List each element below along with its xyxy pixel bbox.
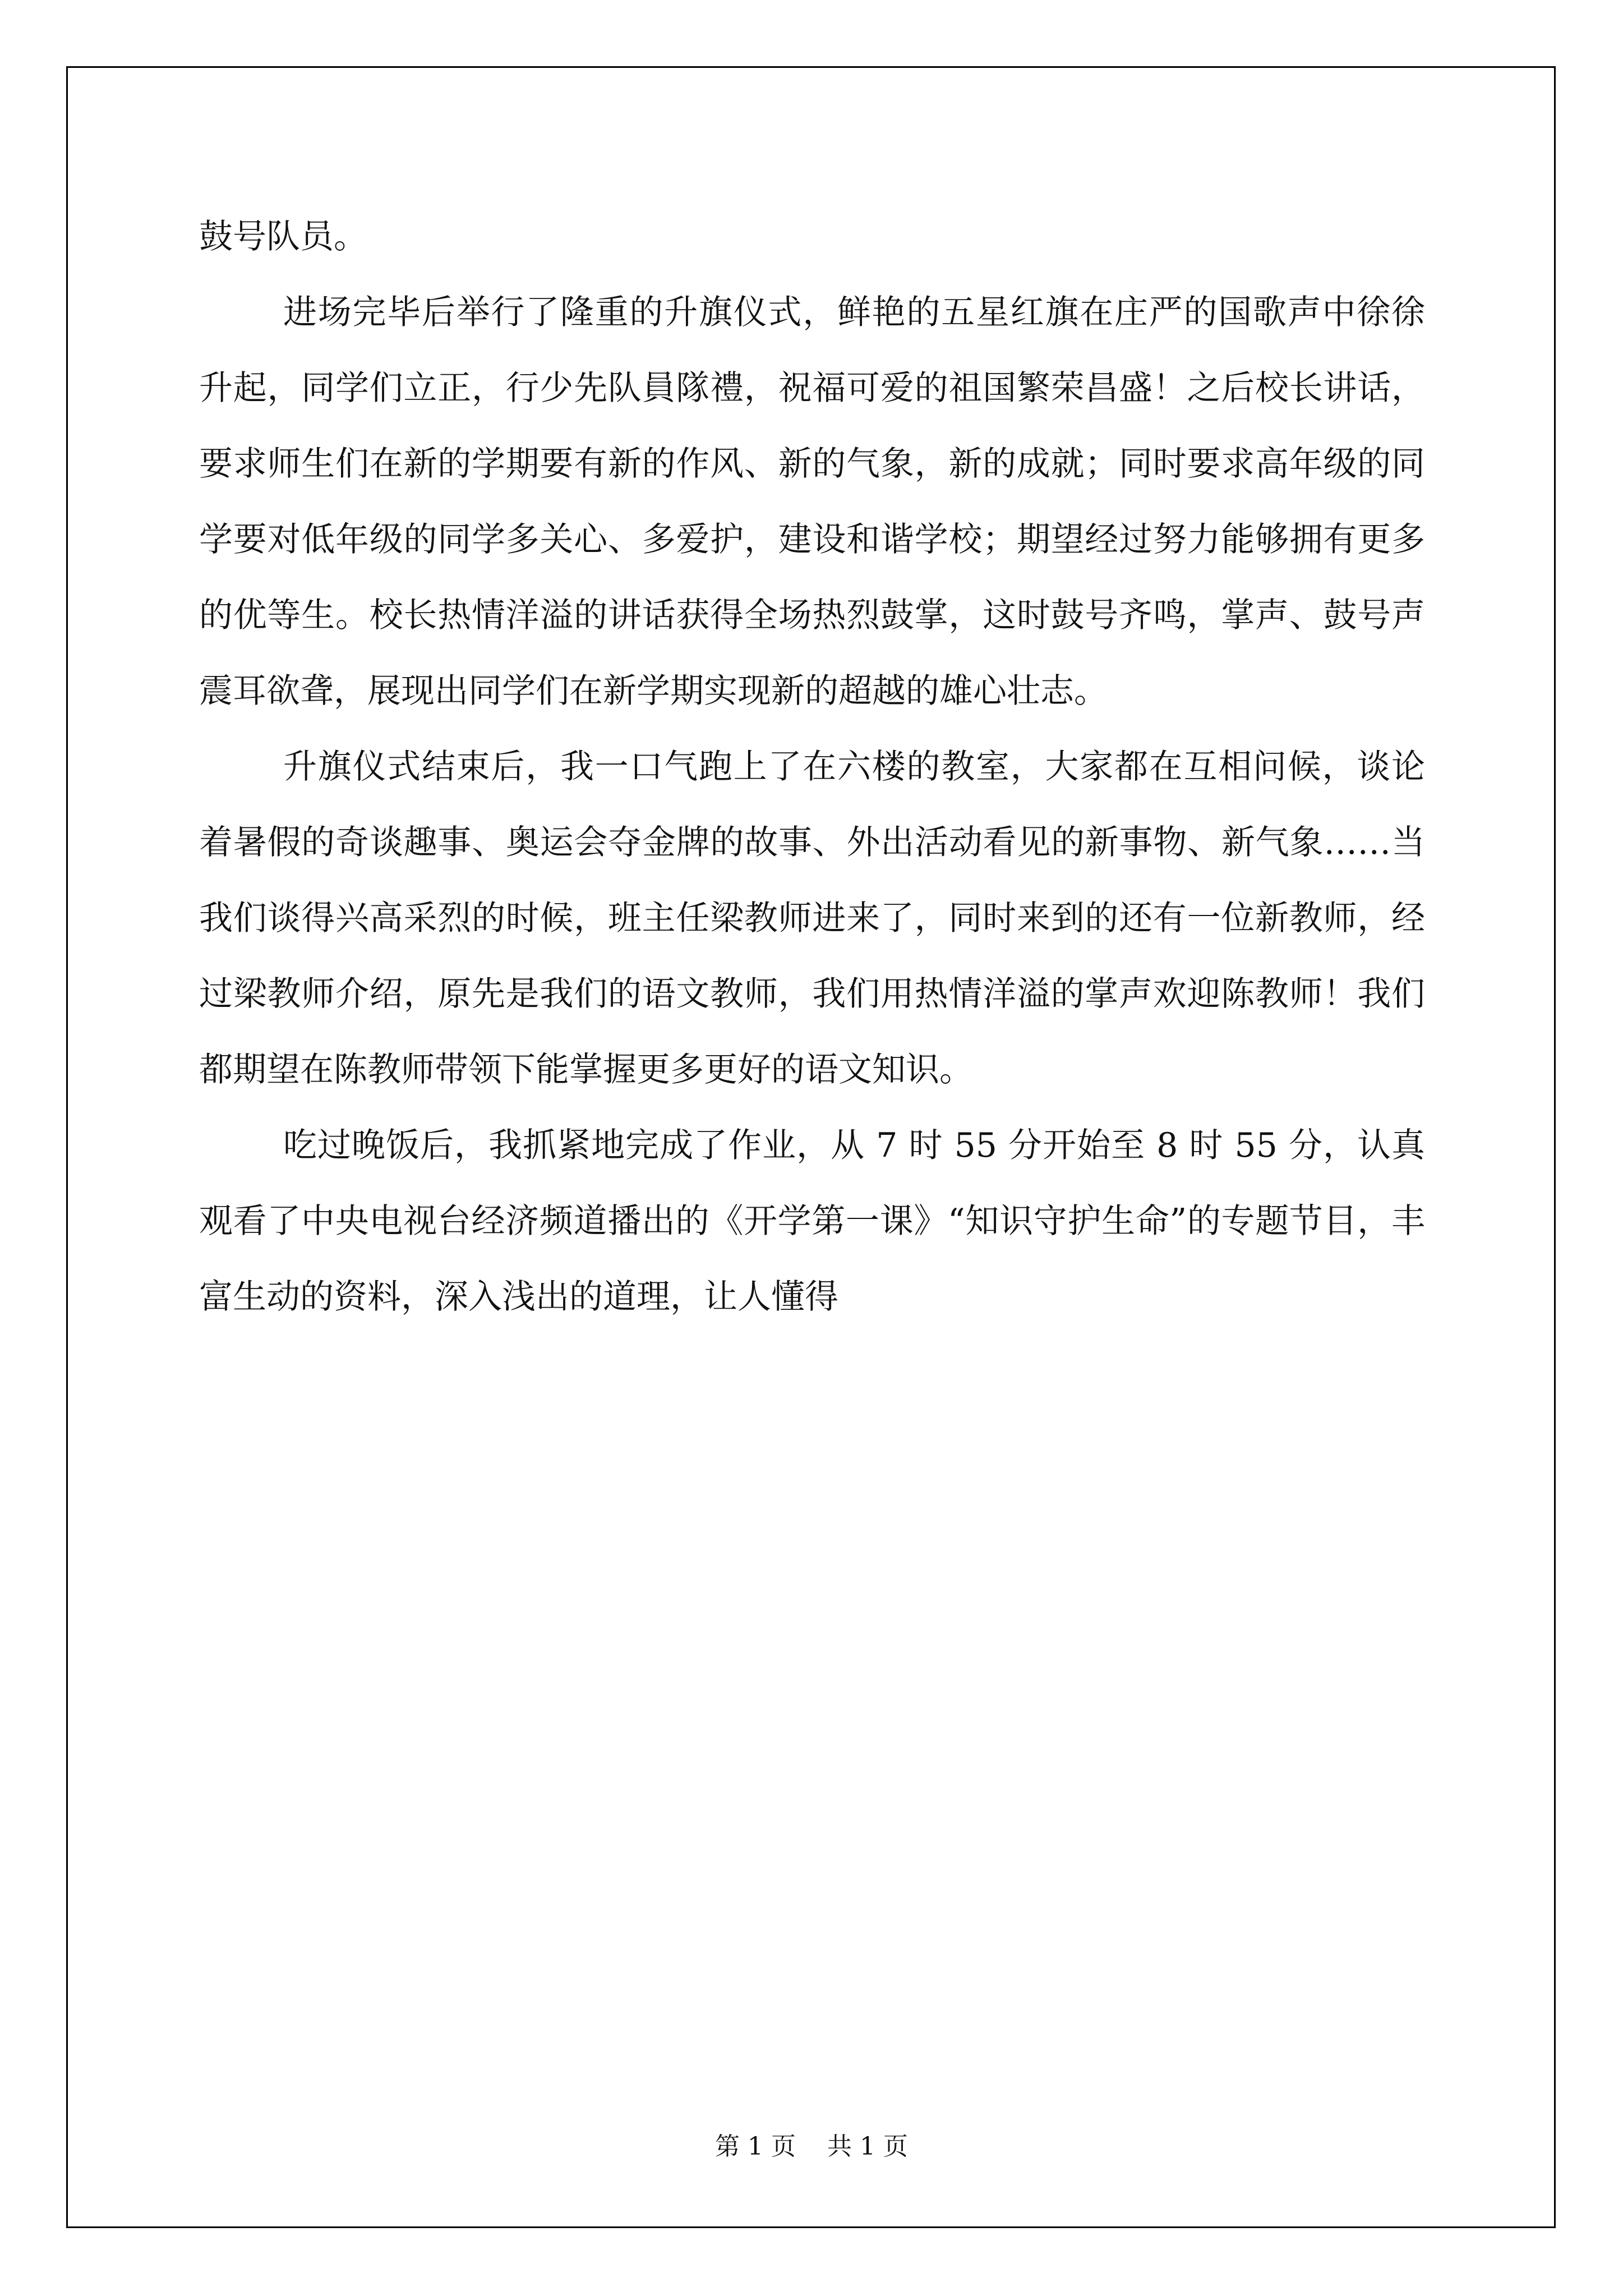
paragraph-3: 升旗仪式结束后，我一口气跑上了在六楼的教室，大家都在互相问候，谈论着暑假的奇谈趣事、奥运会夺金牌的故事、外出活动看见的新事物、新气象……当我们谈得兴高采烈的时候，班主任梁教师进来了，同时来到的还有一位新教师，经过梁教师介绍，原先是我们的语文教师，我们用热情洋溢的掌声欢迎陈教师！我们都期望在陈教师带领下能掌握更多更好的语文知识。 xyxy=(199,747,1425,1089)
page-footer: 第 1 页 共 1 页 xyxy=(715,2132,908,2161)
paragraph-4: 吃过晚饭后，我抓紧地完成了作业，从 7 时 55 分开始至 8 时 55 分，认真观看了中央电视台经济频道播出的《开学第一课》“知识守护生命”的专题节目，丰富生动的资料，深入浅出的道理，让人懂得 xyxy=(199,1126,1425,1317)
document-body xyxy=(199,199,1425,1335)
paragraph-1: 鼓号队员。 xyxy=(199,217,367,256)
paragraph-2: 进场完毕后举行了隆重的升旗仪式，鲜艳的五星红旗在庄严的国歌声中徐徐升起，同学们立正，行少先队員隊禮，祝福可爱的祖国繁荣昌盛！之后校长讲话，要求师生们在新的学期要有新的作风、新的气象，新的成就；同时要求高年级的同学要对低年级的同学多关心、多爱护，建设和谐学校；期望经过努力能够拥有更多的优等生。校长热情洋溢的讲话获得全场热烈鼓掌，这时鼓号齐鸣，掌声、鼓号声震耳欲聋，展现出同学们在新学期实现新的超越的雄心壮志。 xyxy=(199,293,1425,711)
